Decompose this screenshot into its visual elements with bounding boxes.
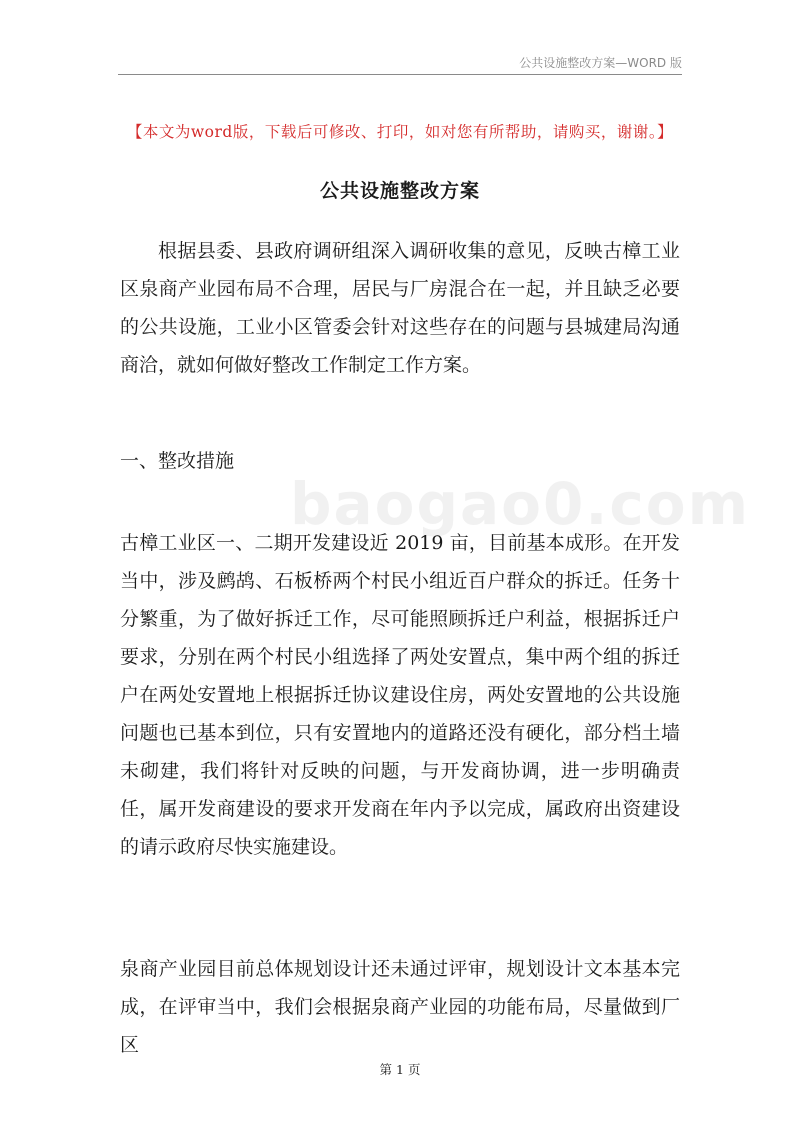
page-number: 第 1 页 (379, 1062, 421, 1077)
section-heading: 一、整改措施 (120, 450, 235, 472)
intro-paragraph: 根据县委、县政府调研组深入调研收集的意见，反映古樟工业区泉商产业园布局不合理，居民与厂房混合在一起，并且缺乏必要的公共设施，工业小区管委会针对这些存在的问题与县城建局沟通商洽，就如何做好整改工作制定工作方案。 (120, 240, 680, 376)
purchase-notice: 【本文为word版，下载后可修改、打印，如对您有所帮助，请购买，谢谢。】 (126, 123, 674, 141)
watermark: baogao0.com (290, 470, 751, 538)
page-title: 公共设施整改方案 (319, 180, 480, 202)
body-paragraph: 古樟工业区一、二期开发建设近 2019 亩，目前基本成形。在开发当中，涉及鹧鸪、石板桥两个村民小组近百户群众的拆迁。任务十分繁重，为了做好拆迁工作，尽可能照顾拆迁户利益，根据拆迁户要求，分别在两个村民小组选择了两处安置点，集中两个组的拆迁户在两处安置地上根据拆迁协议建设住房，两处安置地的公共设施问题也已基本到位，只有安置地内的道路还没有硬化，部分档土墙未砌建，我们将针对反映的问题，与开发商协调，进一步明确责任，属开发商建设的要求开发商在年内予以完成，属政府出资建设的请示政府尽快实施建设。 (120, 532, 680, 858)
running-header: 公共设施整改方案—WORD 版 (519, 56, 682, 70)
header-divider (118, 74, 682, 75)
body-paragraph: 泉商产业园目前总体规划设计还未通过评审，规划设计文本基本完成，在评审当中，我们会根据泉商产业园的功能布局，尽量做到厂区 (120, 958, 680, 1056)
